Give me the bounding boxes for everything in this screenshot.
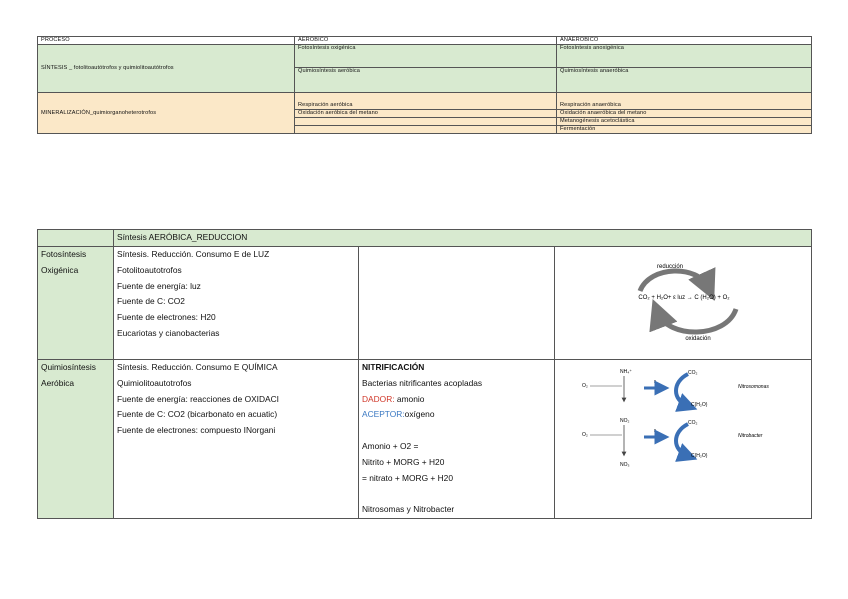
epsilon-label: ε [654,379,657,385]
dador-line: DADOR: amonio [362,393,425,404]
header-aerobico: AERÓBICO [295,37,557,45]
ch2o-label: C(H₂O) [691,453,708,459]
photosynthesis-diagram [555,247,812,360]
photosynthesis-cycle-svg [558,247,808,357]
fotosintesis-oxigenica: Fotosíntesis oxigénica [295,45,557,68]
respiracion-anaerobica: Respiración anaeróbica [557,93,812,110]
row-quimiosintesis-label: Quimiosíntesis Aeróbica [38,360,114,519]
ch2o-label: C(H₂O) [691,402,708,408]
metanogenesis-acetoclastica: Metanogénesis acetoclástica [557,118,812,126]
no2-label: NO₂ [620,418,630,424]
nitrificacion-cell [359,360,555,519]
epsilon-label: ε [654,428,657,434]
aceptor-line: ACEPTOR:oxígeno [362,409,435,420]
row-quimiosintesis-desc: Síntesis. Reducción. Consumo E QUÍMICA Quimiolitoautotrofos Fuente de energía: reacciones de OXIDACI Fuente de C: CO2 (bicarbonato en acuatic) Fuente de electrones: compuesto INorgani [114,360,359,519]
mineralizacion-label: MINERALIZACIÓN_quimiorganoheterotrofos [38,93,295,134]
oxidation-arrow [658,309,736,332]
reduccion-label: reducción [656,264,684,270]
empty-cell [359,247,555,360]
nitrobacter-label: Nitrobacter [738,433,763,439]
o2-label: O₂ [582,432,588,438]
carbon-fixation-arrow [676,424,688,456]
process-table [37,36,812,134]
empty-cell [295,118,557,126]
photosynthesis-equation: CO₂ + H₂O+ ε luz → C (H₂O) + O₂ [638,295,730,301]
nitrification-diagram [555,360,812,519]
equation-line-1: Amonio + O2 = [362,440,419,451]
header-empty [38,230,114,247]
row-fotosintesis-desc: Síntesis. Reducción. Consumo E de LUZ Fotolitoautotrofos Fuente de energía: luz Fuente de C: CO2 Fuente de electrones: H20 Eucariotas y cianobacterias [114,247,359,360]
header-anaerobico: ANAERÓBICO [557,37,812,45]
no3-label: NO₃ [620,462,630,468]
co2-label: CO₂ [688,370,698,376]
nitrification-svg [558,360,808,490]
nitrificacion-title: NITRIFICACIÓN [362,362,425,372]
bacterias-text: Bacterias nitrificantes acopladas [362,377,483,388]
equation-line-2: Nitrito + MORG + H20 [362,456,445,467]
quimiosintesis-aerobica: Quimiosíntesis aeróbica [295,68,557,93]
co2-label: CO₂ [688,420,698,426]
nh4-label: NH₄⁺ [620,369,632,375]
oxidacion-aerobica-metano: Oxidación aeróbica del metano [295,110,557,118]
quimiosintesis-anaerobica: Quimiosíntesis anaeróbica [557,68,812,93]
carbon-fixation-arrow [676,374,688,406]
oxidacion-label: oxidación [685,336,711,342]
synthesis-table [37,229,812,519]
reduction-arrow [640,271,708,291]
nitrosomonas-label: Nitrosomonas [738,384,769,390]
fermentacion: Fermentación [557,126,812,134]
empty-cell [295,126,557,134]
respiracion-aerobica: Respiración aeróbica [295,93,557,110]
oxidacion-anaerobica-metano: Oxidación anaeróbica del metano [557,110,812,118]
o2-label: O₂ [582,383,588,389]
sintesis-label: SÍNTESIS _ fotolitoautótrofos y quimiolitoautótrofos [38,45,295,93]
table2-header: Síntesis AERÓBICA_REDUCCION [114,230,812,247]
header-proceso: PROCESO [38,37,295,45]
equation-line-3: = nitrato + MORG + H20 [362,472,454,483]
organisms-line: Nitrosomas y Nitrobacter [362,504,455,515]
row-fotosintesis-label: Fotosíntesis Oxigénica [38,247,114,360]
fotosintesis-anoxigenica: Fotosíntesis anoxigénica [557,45,812,68]
